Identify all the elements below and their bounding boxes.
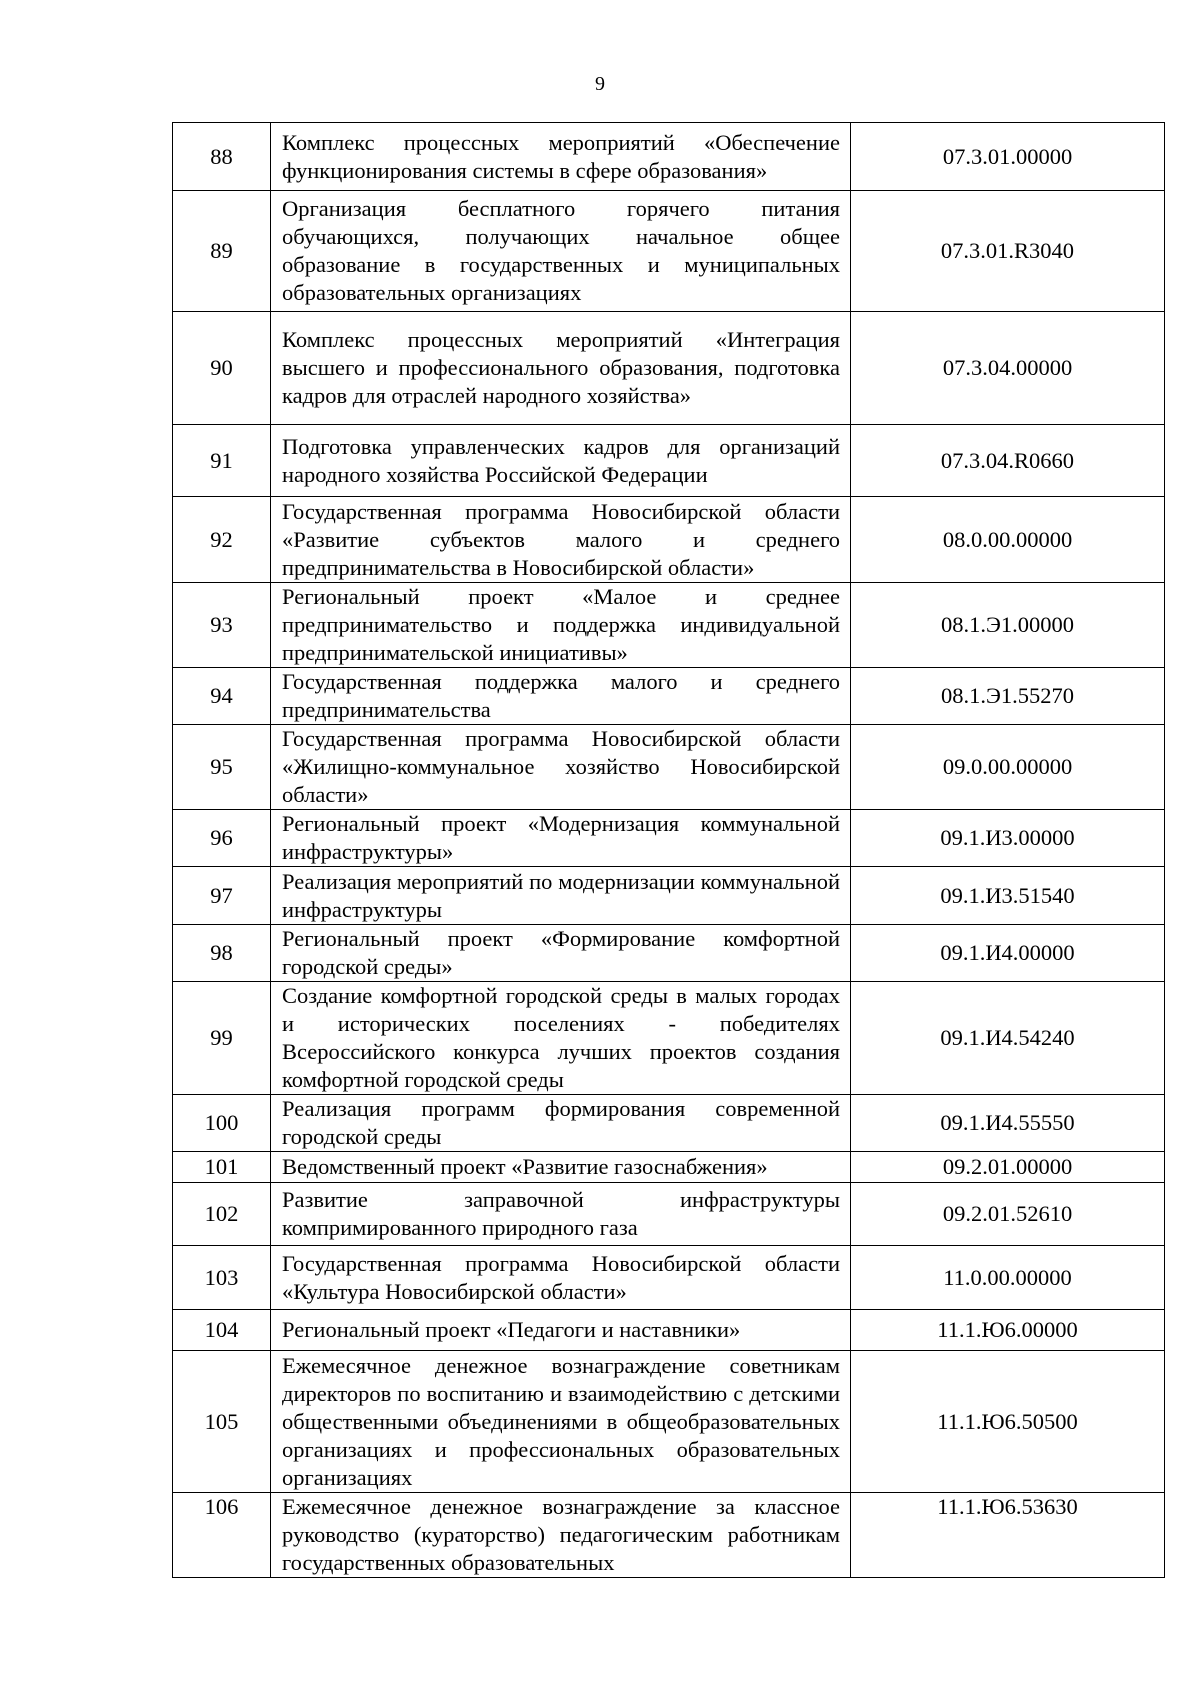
row-number: 91 bbox=[173, 425, 271, 497]
row-code: 11.0.00.00000 bbox=[851, 1246, 1165, 1310]
row-code: 09.1.И4.00000 bbox=[851, 925, 1165, 982]
row-number: 100 bbox=[173, 1095, 271, 1152]
row-code: 08.0.00.00000 bbox=[851, 497, 1165, 583]
row-number: 89 bbox=[173, 191, 271, 312]
row-number: 98 bbox=[173, 925, 271, 982]
row-code: 11.1.Ю6.00000 bbox=[851, 1310, 1165, 1351]
row-number: 94 bbox=[173, 668, 271, 725]
row-name: Реализация мероприятий по модернизации коммунальной инфраструктуры bbox=[271, 867, 851, 925]
row-name: Комплекс процессных мероприятий «Обеспечение функционирования системы в сфере образования» bbox=[271, 123, 851, 191]
table-row bbox=[173, 725, 1165, 810]
row-code: 09.1.И4.55550 bbox=[851, 1095, 1165, 1152]
row-name: Региональный проект «Формирование комфортной городской среды» bbox=[271, 925, 851, 982]
row-number: 92 bbox=[173, 497, 271, 583]
row-code: 09.2.01.52610 bbox=[851, 1183, 1165, 1246]
row-number: 93 bbox=[173, 583, 271, 668]
row-name: Региональный проект «Педагоги и наставники» bbox=[271, 1310, 851, 1351]
row-code: 11.1.Ю6.50500 bbox=[851, 1351, 1165, 1493]
row-name: Региональный проект «Модернизация коммунальной инфраструктуры» bbox=[271, 810, 851, 867]
row-code: 07.3.04.00000 bbox=[851, 312, 1165, 425]
row-name: Государственная программа Новосибирской области «Жилищно-коммунальное хозяйство Новосибирской области» bbox=[271, 725, 851, 810]
row-number: 103 bbox=[173, 1246, 271, 1310]
table-row bbox=[173, 425, 1165, 497]
table-row bbox=[173, 982, 1165, 1095]
row-code: 09.0.00.00000 bbox=[851, 725, 1165, 810]
table-row bbox=[173, 1246, 1165, 1310]
row-number: 96 bbox=[173, 810, 271, 867]
table-row bbox=[173, 668, 1165, 725]
row-name: Государственная поддержка малого и среднего предпринимательства bbox=[271, 668, 851, 725]
row-name: Государственная программа Новосибирской области «Культура Новосибирской области» bbox=[271, 1246, 851, 1310]
row-code: 09.2.01.00000 bbox=[851, 1152, 1165, 1183]
table-row bbox=[173, 810, 1165, 867]
row-number: 90 bbox=[173, 312, 271, 425]
row-name: Государственная программа Новосибирской области «Развитие субъектов малого и среднего предпринимательства в Новосибирской области» bbox=[271, 497, 851, 583]
page-number: 9 bbox=[595, 73, 605, 95]
row-code: 07.3.01.00000 bbox=[851, 123, 1165, 191]
row-number: 95 bbox=[173, 725, 271, 810]
row-number: 97 bbox=[173, 867, 271, 925]
row-code: 08.1.Э1.00000 bbox=[851, 583, 1165, 668]
row-number: 88 bbox=[173, 123, 271, 191]
row-name: Комплекс процессных мероприятий «Интеграция высшего и профессионального образования, подготовка кадров для отраслей народного хозяйства» bbox=[271, 312, 851, 425]
row-name: Ведомственный проект «Развитие газоснабжения» bbox=[271, 1152, 851, 1183]
row-name: Создание комфортной городской среды в малых городах и исторических поселениях - победителях Всероссийского конкурса лучших проектов создания комфортной городской среды bbox=[271, 982, 851, 1095]
table-row bbox=[173, 497, 1165, 583]
row-name: Ежемесячное денежное вознаграждение за классное руководство (кураторство) педагогическим работникам государственных образовательных bbox=[271, 1493, 851, 1578]
table-row bbox=[173, 123, 1165, 191]
table-row bbox=[173, 1095, 1165, 1152]
table-row bbox=[173, 312, 1165, 425]
table-row bbox=[173, 1183, 1165, 1246]
row-number: 102 bbox=[173, 1183, 271, 1246]
table-row bbox=[173, 191, 1165, 312]
row-name: Ежемесячное денежное вознаграждение советникам директоров по воспитанию и взаимодействию с детскими общественными объединениями в общеобразовательных организациях и профессиональных образовательных организациях bbox=[271, 1351, 851, 1493]
row-code: 09.1.И4.54240 bbox=[851, 982, 1165, 1095]
row-code: 11.1.Ю6.53630 bbox=[851, 1493, 1165, 1578]
row-code: 08.1.Э1.55270 bbox=[851, 668, 1165, 725]
table-row bbox=[173, 1152, 1165, 1183]
row-name: Подготовка управленческих кадров для организаций народного хозяйства Российской Федерации bbox=[271, 425, 851, 497]
budget-classification-table bbox=[172, 122, 1165, 1578]
table-row bbox=[173, 1310, 1165, 1351]
row-number: 105 bbox=[173, 1351, 271, 1493]
table-row bbox=[173, 583, 1165, 668]
table-row bbox=[173, 1493, 1165, 1578]
table-row bbox=[173, 867, 1165, 925]
row-code: 09.1.И3.00000 bbox=[851, 810, 1165, 867]
row-number: 106 bbox=[173, 1493, 271, 1578]
row-code: 09.1.И3.51540 bbox=[851, 867, 1165, 925]
row-code: 07.3.04.R0660 bbox=[851, 425, 1165, 497]
row-number: 99 bbox=[173, 982, 271, 1095]
row-number: 104 bbox=[173, 1310, 271, 1351]
row-name: Организация бесплатного горячего питания обучающихся, получающих начальное общее образование в государственных и муниципальных образовательных организациях bbox=[271, 191, 851, 312]
row-name: Реализация программ формирования современной городской среды bbox=[271, 1095, 851, 1152]
row-number: 101 bbox=[173, 1152, 271, 1183]
row-code: 07.3.01.R3040 bbox=[851, 191, 1165, 312]
row-name: Развитие заправочной инфраструктуры компримированного природного газа bbox=[271, 1183, 851, 1246]
row-name: Региональный проект «Малое и среднее предпринимательство и поддержка индивидуальной предпринимательской инициативы» bbox=[271, 583, 851, 668]
table-row bbox=[173, 1351, 1165, 1493]
table-row bbox=[173, 925, 1165, 982]
